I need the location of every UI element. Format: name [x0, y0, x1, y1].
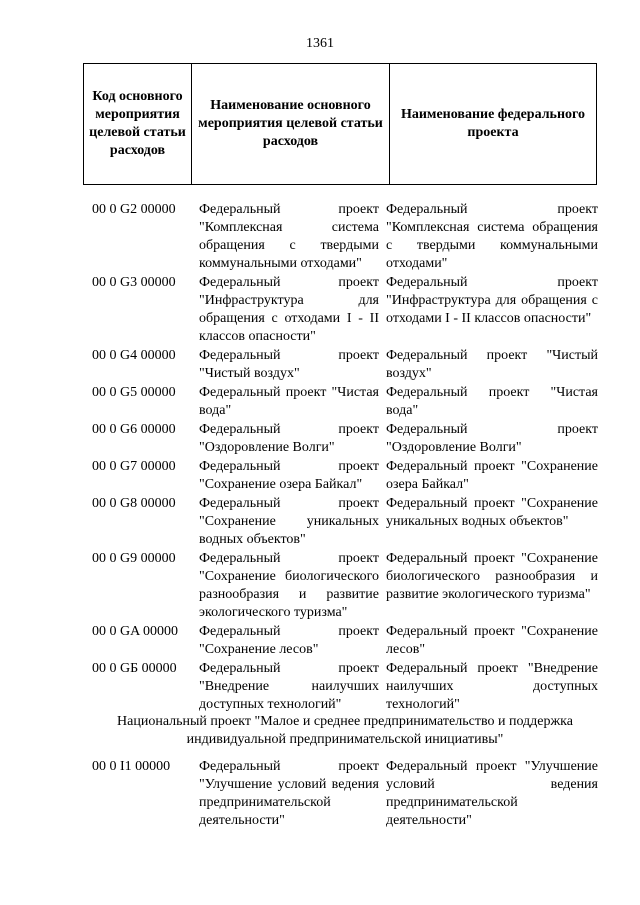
row-code: 00 0 G7 00000: [92, 459, 176, 474]
row-project-name: Федеральный проект "Сохранение лесов": [386, 624, 598, 657]
row-event-name: Федеральный проект "Сохранение биологического разнообразия и развитие экологического туризма": [199, 551, 379, 620]
row-event-name: Федеральный проект "Оздоровление Волги": [199, 422, 379, 455]
row-code: 00 0 G9 00000: [92, 551, 176, 566]
table-row: [92, 458, 598, 494]
row-project-name: Федеральный проект "Сохранение уникальных водных объектов": [386, 496, 598, 529]
row-project-name: Федеральный проект "Сохранение озера Байкал": [386, 459, 598, 492]
table-row: [92, 660, 598, 714]
table-header: [83, 63, 597, 185]
row-code: 00 0 GБ 00000: [92, 661, 177, 676]
table-row: [92, 758, 598, 830]
header-event-name: Наименование основного мероприятия целевой статьи расходов: [191, 64, 389, 184]
row-event-name: Федеральный проект "Комплексная система обращения с твердыми коммунальными отходами": [199, 202, 379, 271]
row-event-name: Федеральный проект "Внедрение наилучших доступных технологий": [199, 661, 379, 712]
row-code: 00 0 GA 00000: [92, 624, 178, 639]
table-row: [92, 201, 598, 273]
row-code: 00 0 G5 00000: [92, 385, 176, 400]
page-number: 1361: [306, 36, 334, 51]
row-event-name: Федеральный проект "Сохранение уникальных водных объектов": [199, 496, 379, 547]
row-event-name: Федеральный проект "Сохранение лесов": [199, 624, 379, 657]
row-event-name: Федеральный проект "Сохранение озера Байкал": [199, 459, 379, 492]
table-row: [92, 495, 598, 549]
row-code: 00 0 G6 00000: [92, 422, 176, 437]
table-body: [92, 201, 598, 715]
row-project-name: Федеральный проект "Чистая вода": [386, 385, 598, 418]
table-row: [92, 550, 598, 622]
section-title: Национальный проект "Малое и среднее предпринимательство и поддержка индивидуальной предпринимательской инициативы": [117, 714, 573, 747]
row-event-name: Федеральный проект "Чистая вода": [199, 385, 379, 418]
table-row: [92, 384, 598, 420]
row-code: 00 0 I1 00000: [92, 759, 171, 774]
table-row: [92, 347, 598, 383]
row-project-name: Федеральный проект "Внедрение наилучших доступных технологий": [386, 661, 598, 712]
row-project-name: Федеральный проект "Улучшение условий ведения предпринимательской деятельности": [386, 759, 598, 828]
table-row: [92, 274, 598, 346]
row-code: 00 0 G2 00000: [92, 202, 176, 217]
header-project-name: Наименование федерального проекта: [389, 64, 596, 184]
table-row: [92, 421, 598, 457]
table-row: [92, 623, 598, 659]
table-body-2: [92, 758, 598, 831]
row-project-name: Федеральный проект "Инфраструктура для обращения с отходами I - II классов опасности": [386, 275, 598, 326]
row-code: 00 0 G8 00000: [92, 496, 176, 511]
row-project-name: Федеральный проект "Сохранение биологического разнообразия и развитие экологического туризма": [386, 551, 598, 602]
row-code: 00 0 G3 00000: [92, 275, 176, 290]
row-event-name: Федеральный проект "Чистый воздух": [199, 348, 379, 381]
row-code: 00 0 G4 00000: [92, 348, 176, 363]
row-event-name: Федеральный проект "Улучшение условий ведения предпринимательской деятельности": [199, 759, 379, 828]
header-code: Код основного мероприятия целевой статьи расходов: [89, 89, 186, 158]
row-project-name: Федеральный проект "Чистый воздух": [386, 348, 598, 381]
row-project-name: Федеральный проект "Комплексная система обращения с твердыми коммунальными отходами": [386, 202, 598, 271]
row-event-name: Федеральный проект "Инфраструктура для обращения с отходами I - II классов опасности": [199, 275, 379, 344]
row-project-name: Федеральный проект "Оздоровление Волги": [386, 422, 598, 455]
